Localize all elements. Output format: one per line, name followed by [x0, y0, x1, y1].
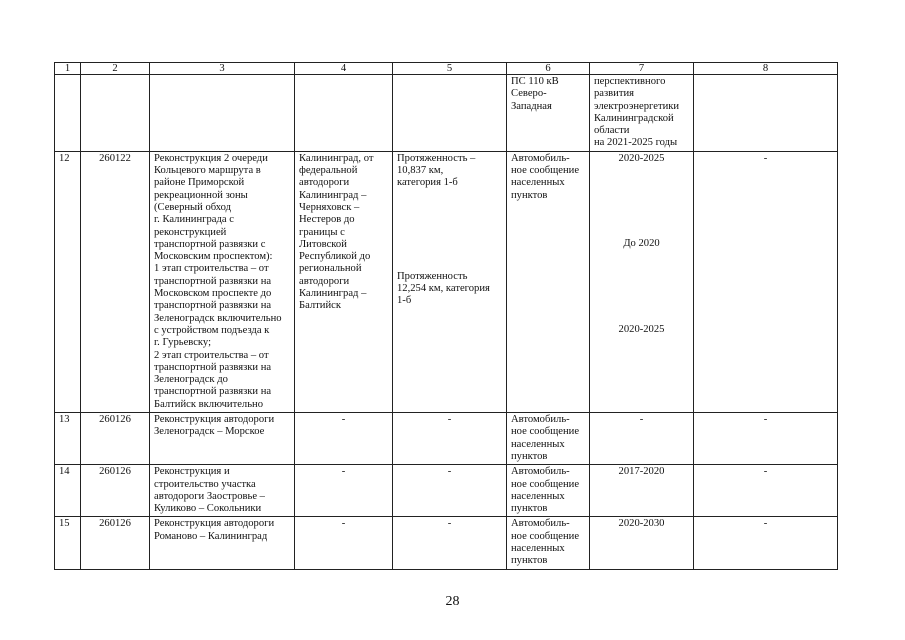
- text-line: транспортной развязки на: [154, 386, 272, 398]
- text-line: Протяженность: [397, 270, 468, 282]
- text-line: Автомобиль-: [511, 152, 570, 164]
- period-stage-1: До 2020: [623, 238, 660, 250]
- row-period: 2020-2030: [590, 517, 694, 569]
- table-cell: [295, 75, 393, 152]
- row-period: -: [590, 413, 694, 465]
- text-line: автодороги: [299, 177, 350, 189]
- row-name: [150, 465, 295, 517]
- row-location: -: [295, 517, 393, 569]
- table-row: [55, 465, 838, 517]
- text-line: ное сообщение: [511, 530, 580, 542]
- text-line: Реконструкция автодороги: [154, 414, 275, 426]
- row-note: -: [694, 151, 838, 412]
- text-line: перспективного: [594, 76, 666, 87]
- row-purpose: [507, 413, 590, 465]
- text-line: (Северный обход: [154, 201, 232, 213]
- text-line: транспортной развязки на: [154, 300, 272, 312]
- page-number: 28: [445, 594, 460, 609]
- text-line: Северо-: [511, 88, 547, 100]
- text-line: г. Гурьевску;: [154, 337, 212, 349]
- column-header-4: 4: [295, 63, 393, 75]
- row-code: 260122: [81, 151, 150, 412]
- text-line: Кольцевого маршрута в: [154, 165, 261, 177]
- row-name: [150, 517, 295, 569]
- column-header-8: 8: [694, 63, 838, 75]
- column-header-3: 3: [150, 63, 295, 75]
- text-line: региональной: [299, 263, 362, 275]
- table-cell: [393, 75, 507, 152]
- row-code: 260126: [81, 465, 150, 517]
- text-line: Западная: [511, 100, 552, 112]
- row-purpose: [507, 465, 590, 517]
- text-line: населенных: [511, 542, 565, 554]
- text-line: Республикой до: [299, 251, 371, 263]
- text-line: ное сообщение: [511, 426, 580, 438]
- text-line: Куликово – Сокольники: [154, 503, 262, 515]
- text-line: реконструкцией: [154, 226, 227, 238]
- text-line: Калининградской: [594, 112, 674, 124]
- column-header-6: 6: [507, 63, 590, 75]
- row-params: -: [393, 465, 507, 517]
- text-line: ПС 110 кВ: [511, 76, 559, 87]
- text-line: области: [594, 125, 630, 137]
- text-line: 10,837 км,: [397, 165, 444, 177]
- text-line: ное сообщение: [511, 478, 580, 490]
- text-line: Романово – Калининград: [154, 530, 268, 542]
- table-cell: [150, 75, 295, 152]
- text-line: на 2021-2025 годы: [594, 137, 678, 149]
- column-header-5: 5: [393, 63, 507, 75]
- text-line: Зеленоградск до: [154, 374, 228, 386]
- text-line: развития: [594, 88, 635, 100]
- period-total: 2020-2025: [618, 152, 665, 164]
- text-line: 2 этап строительства – от: [154, 349, 269, 361]
- row-number: 14: [55, 465, 81, 517]
- text-line: Нестеров до: [299, 214, 355, 226]
- text-line: автодороги: [299, 275, 350, 287]
- text-line: категория 1-б: [397, 177, 458, 189]
- text-line: Протяженность –: [397, 152, 476, 164]
- text-line: Автомобиль-: [511, 466, 570, 478]
- table-cell: [694, 75, 838, 152]
- row-params: -: [393, 517, 507, 569]
- row-location: [295, 151, 393, 412]
- text-line: населенных: [511, 177, 565, 189]
- table-row: [55, 151, 838, 412]
- row-note: -: [694, 413, 838, 465]
- row-name: [150, 151, 295, 412]
- table-row: [55, 517, 838, 569]
- text-line: транспортной развязки на: [154, 361, 272, 373]
- text-line: федеральной: [299, 165, 358, 177]
- text-line: пунктов: [511, 555, 548, 567]
- row-period: [590, 151, 694, 412]
- text-line: районе Приморской: [154, 177, 245, 189]
- text-line: транспортной развязки с: [154, 238, 266, 250]
- text-line: электроэнергетики: [594, 100, 680, 112]
- text-line: транспортной развязки на: [154, 275, 272, 287]
- text-line: Реконструкция 2 очереди: [154, 152, 268, 164]
- row-location: -: [295, 465, 393, 517]
- text-line: Московским проспектом):: [154, 251, 273, 263]
- text-line: Черняховск –: [299, 201, 360, 213]
- row-purpose: [507, 151, 590, 412]
- column-header-7: 7: [590, 63, 694, 75]
- text-line: пунктов: [511, 503, 548, 515]
- text-line: Калининград, от: [299, 152, 374, 164]
- text-line: Автомобиль-: [511, 414, 570, 426]
- text-line: Московском проспекте до: [154, 288, 272, 300]
- row-note: -: [694, 517, 838, 569]
- text-line: Калининград –: [299, 189, 367, 201]
- header-row: [55, 63, 838, 75]
- spacer: [594, 165, 689, 238]
- text-line: рекреационной зоны: [154, 189, 248, 201]
- text-line: автодороги Заостровье –: [154, 490, 265, 502]
- text-line: Балтийск: [299, 300, 341, 312]
- text-line: Реконструкция автодороги: [154, 518, 275, 530]
- text-line: пунктов: [511, 189, 548, 201]
- text-line: Реконструкция и: [154, 466, 230, 478]
- spacer: [594, 250, 689, 324]
- row-number: 15: [55, 517, 81, 569]
- text-line: Калининград –: [299, 288, 367, 300]
- text-line: ное сообщение: [511, 165, 580, 177]
- substation-cell: [507, 75, 590, 152]
- row-number: 12: [55, 151, 81, 412]
- text-line: Зеленоградск – Морское: [154, 426, 265, 438]
- row-period: 2017-2020: [590, 465, 694, 517]
- text-line: 1 этап строительства – от: [154, 263, 269, 275]
- text-line: Литовской: [299, 238, 347, 250]
- text-line: Автомобиль-: [511, 518, 570, 530]
- table-cell: [55, 75, 81, 152]
- text-line: строительство участка: [154, 478, 256, 490]
- row-params: [393, 151, 507, 412]
- table-row: [55, 413, 838, 465]
- table-cell: [81, 75, 150, 152]
- text-line: населенных: [511, 438, 565, 450]
- row-note: -: [694, 465, 838, 517]
- text-line: населенных: [511, 490, 565, 502]
- period-stage-2: 2020-2025: [618, 324, 665, 336]
- text-line: Балтийск включительно: [154, 398, 263, 410]
- row-purpose: [507, 517, 590, 569]
- text-line: с устройством подъезда к: [154, 324, 270, 336]
- text-line: 12,254 км, категория: [397, 282, 490, 294]
- row-location: -: [295, 413, 393, 465]
- params-stage-1: [397, 153, 502, 190]
- spacer: [397, 190, 502, 271]
- text-line: г. Калининграда с: [154, 214, 234, 226]
- row-number: 13: [55, 413, 81, 465]
- text-line: 1-б: [397, 295, 412, 307]
- text-line: границы с: [299, 226, 345, 238]
- row-name: [150, 413, 295, 465]
- row-code: 260126: [81, 517, 150, 569]
- text-line: Зеленоградск включительно: [154, 312, 282, 324]
- text-line: пунктов: [511, 450, 548, 462]
- column-header-2: 2: [81, 63, 150, 75]
- document-table: [54, 62, 838, 570]
- column-header-1: 1: [55, 63, 81, 75]
- row-params: -: [393, 413, 507, 465]
- row-code: 260126: [81, 413, 150, 465]
- continuation-row: [55, 75, 838, 152]
- program-cell: [590, 75, 694, 152]
- params-stage-2: [397, 271, 502, 308]
